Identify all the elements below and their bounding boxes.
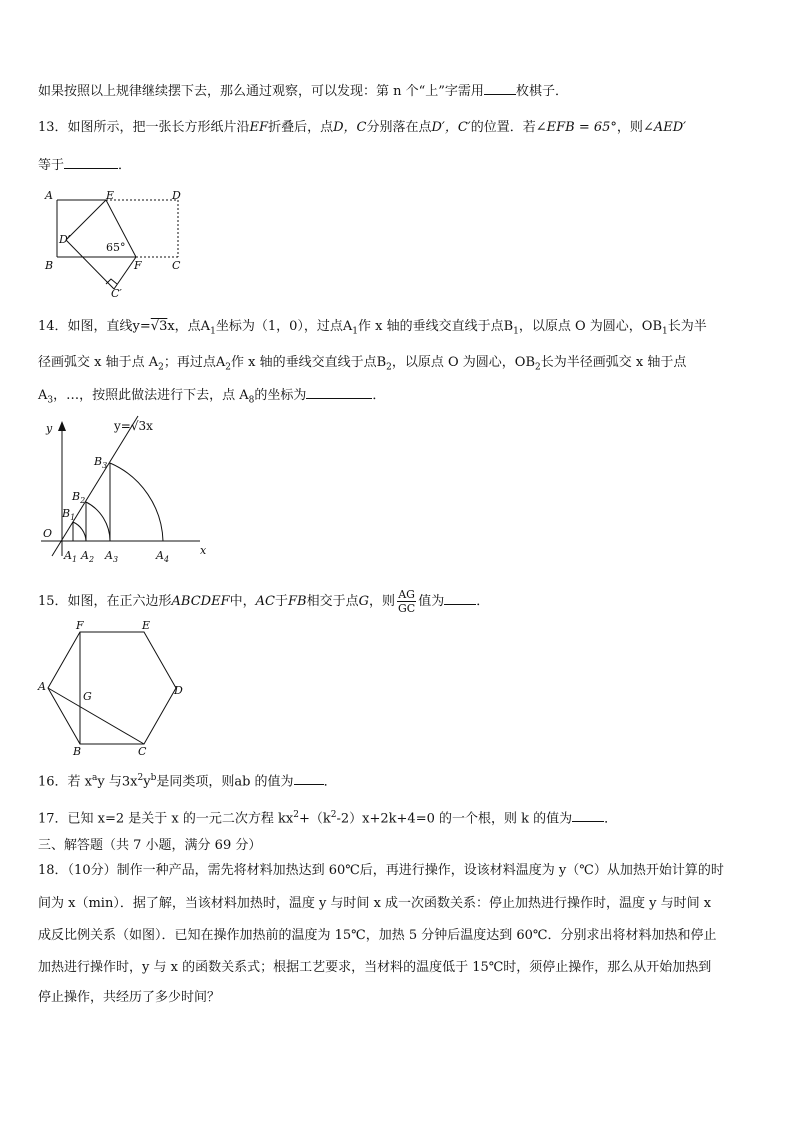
q14-text-line1: 14．如图，直线y=√3x，点$A_1$坐标为（1，0），过点$A_1$作 x 轴的垂线交直线于点$B_1$，以原点 O 为圆心，$OB_1$长为半 [38,319,707,337]
q15-label-g: G [83,690,92,703]
q15-fraction: $\frac{AG}{GC}$ [397,588,416,615]
q14-label-b3: $B_3$ [94,455,108,470]
q14-y-axis-arrow [58,421,66,431]
q15-label-f: F [76,619,84,632]
q13-text-line2: 等于 ． [38,158,132,173]
q13-label-e: E [106,189,115,202]
q13-label-c-prime: C′ [111,287,122,300]
q18-text-line2: 间为 x（min）．据了解，当该材料加热时，温度 y 与时间 x 成一次函数关系：停止加热进行操作时，温度 y 与时间 x [38,896,712,911]
q14-label-a4: $A_4$ [156,549,170,564]
section3-heading: 三、解答题（共 7 小题，满分 69 分） [38,838,262,853]
q14-arc-ob2 [86,502,110,541]
q14-text-line3: $A_3$，…，按照此做法进行下去，点 $A_8$的坐标为 ． [38,388,386,406]
q15-label-c: C [138,745,147,758]
q14-line-equation: y=√3x [114,419,153,433]
q13-angle-label: 65° [106,241,126,254]
q13-figure [40,186,200,304]
q18-text-line3: 成反比例关系（如图）．已知在操作加热前的温度为 15℃，加热 5 分钟后温度达到 60℃．分别求出将材料加热和停止 [38,928,717,943]
q18-text-line4: 加热进行操作时，y 与 x 的函数关系式；根据工艺要求，当材料的温度低于 15℃时，须停止操作，那么从开始加热到 [38,960,712,975]
q14-arc-ob3 [110,463,163,541]
q15-answer-blank [444,592,476,605]
q14-arc-ob1 [73,522,86,541]
q14-label-a1: $A_1$ [64,549,78,564]
q16-text: 16．若 $x^ay$ 与$3x^2y^b$是同类项，则ab 的值为 ． [38,773,337,790]
q13-edge-c-prime-f [114,257,136,289]
q12-answer-blank [484,82,516,95]
q14-text-line2: 径画弧交 x 轴于点 $A_2$；再过点$A_2$作 x 轴的垂线交直线于点$B_2$，以原点 O 为圆心，$OB_2$长为半径画弧交 x 轴于点 [38,355,687,373]
q14-label-y: y [46,422,53,435]
q18-text-line5: 停止操作，共经历了多少时间？ [38,990,221,1005]
q15-label-b: B [73,745,82,758]
q14-figure [38,414,213,566]
q13-label-b: B [45,259,54,272]
q17-text: 17．已知 x=2 是关于 x 的一元二次方程 $kx^2+(k^2-2)x+2k+4=0$ 的一个根，则 k 的值为 ． [38,810,618,827]
q13-label-d: D [172,189,181,202]
q14-label-a3: $A_3$ [105,549,119,564]
q14-label-b1: $B_1$ [62,507,76,522]
q15-label-e: E [142,619,151,632]
q15-label-a: A [38,680,46,693]
q13-answer-blank [64,156,118,169]
q12-text: 如果按照以上规律继续摆下去，那么通过观察，可以发现：第 n 个“上”字需用 枚棋子． [38,84,568,99]
q14-label-x: x [200,544,207,557]
q14-answer-blank [306,386,372,399]
q13-label-c: C [172,259,181,272]
q17-answer-blank [572,809,604,822]
q15-figure [36,618,196,758]
q13-label-a: A [45,189,53,202]
q15-text: 15．如图，在正六边形ABCDEF中，AC于FB相交于点G，则 $\frac{AG}{GC}$ 值为 ． [38,588,490,615]
q14-label-a2: $A_2$ [81,549,95,564]
q15-hexagon [48,632,176,744]
q14-label-o: O [43,527,53,540]
q15-segment-ac [48,688,144,744]
q13-right-angle-mark [106,279,117,284]
q13-label-f: F [134,259,142,272]
q14-label-b2: $B_2$ [72,490,86,505]
q18-text-line1: 18．（10分）制作一种产品，需先将材料加热达到 60℃后，再进行操作，设该材料温度为 y（℃）从加热开始计算的时 [38,863,724,878]
q16-answer-blank [294,772,324,785]
q15-label-d: D [174,684,183,697]
q13-edge-ed-prime [66,200,106,240]
q14-line-y-sqrt3x [52,416,138,556]
q13-label-d-prime: D′ [59,233,71,246]
q13-text-line1: 13．如图所示，把一张长方形纸片沿EF折叠后，点D，C分别落在点D′，C′的位置．若∠EFB = 65°，则∠AED′ [38,120,687,135]
